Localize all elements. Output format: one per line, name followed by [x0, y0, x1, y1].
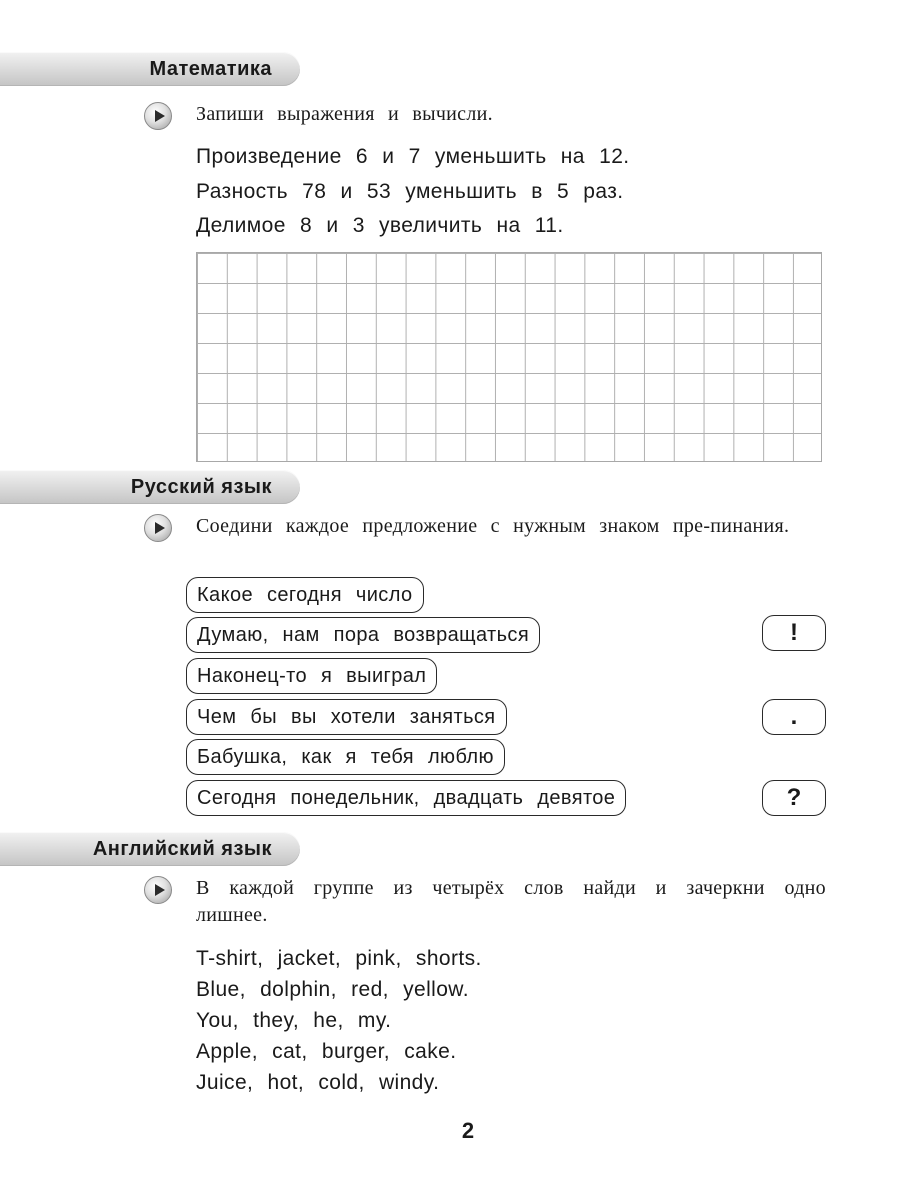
punctuation-period-box[interactable] — [762, 699, 826, 735]
math-instruction: Запиши выражения и вычисли. — [196, 103, 493, 125]
word-group-1[interactable]: T-shirt, jacket, pink, shorts. — [196, 947, 482, 970]
section-title-english: Английский язык — [92, 837, 272, 860]
sentence-box-5[interactable] — [186, 739, 505, 775]
math-task-3: Делимое 8 и 3 увеличить на 11. — [196, 214, 564, 237]
sentence-text: Бабушка, как я тебя люблю — [197, 745, 494, 768]
play-icon[interactable] — [144, 514, 172, 542]
sentence-text: Думаю, нам пора возвращаться — [197, 623, 530, 646]
sentence-box-4[interactable] — [186, 699, 507, 735]
word-group-2[interactable]: Blue, dolphin, red, yellow. — [196, 978, 469, 1001]
english-instruction: В каждой группе из четырёх слов найди и зачеркни одно лишнее. — [196, 877, 826, 926]
word-group-3[interactable]: You, they, he, my. — [196, 1009, 392, 1032]
punctuation-exclamation-box[interactable] — [762, 615, 826, 651]
punctuation-mark: . — [790, 703, 798, 730]
sentence-text: Наконец-то я выиграл — [197, 664, 427, 687]
sentence-text: Чем бы вы хотели заняться — [197, 705, 496, 728]
sentence-box-2[interactable] — [186, 617, 540, 653]
play-icon[interactable] — [144, 876, 172, 904]
punctuation-mark: ! — [790, 619, 798, 646]
math-task-2: Разность 78 и 53 уменьшить в 5 раз. — [196, 180, 624, 203]
section-title-russian: Русский язык — [130, 475, 272, 498]
math-task-1: Произведение 6 и 7 уменьшить на 12. — [196, 145, 630, 168]
section-header-russian — [0, 470, 300, 504]
punctuation-question-box[interactable] — [762, 780, 826, 816]
russian-instruction: Соедини каждое предложение с нужным знаком пре-пинания. — [196, 515, 790, 537]
answer-grid[interactable] — [196, 252, 822, 462]
sentence-box-3[interactable] — [186, 658, 437, 694]
page-number: 2 — [461, 1118, 475, 1143]
sentence-box-6[interactable] — [186, 780, 626, 816]
punctuation-mark: ? — [786, 784, 802, 811]
section-title-math: Математика — [149, 57, 272, 80]
section-header-english — [0, 832, 300, 866]
word-group-4[interactable]: Apple, cat, burger, cake. — [196, 1040, 457, 1063]
sentence-text: Какое сегодня число — [197, 583, 413, 606]
section-header-math — [0, 52, 300, 86]
word-group-5[interactable]: Juice, hot, cold, windy. — [196, 1071, 440, 1094]
sentence-text: Сегодня понедельник, двадцать девятое — [197, 786, 616, 809]
play-icon[interactable] — [144, 102, 172, 130]
sentence-box-1[interactable] — [186, 577, 424, 613]
